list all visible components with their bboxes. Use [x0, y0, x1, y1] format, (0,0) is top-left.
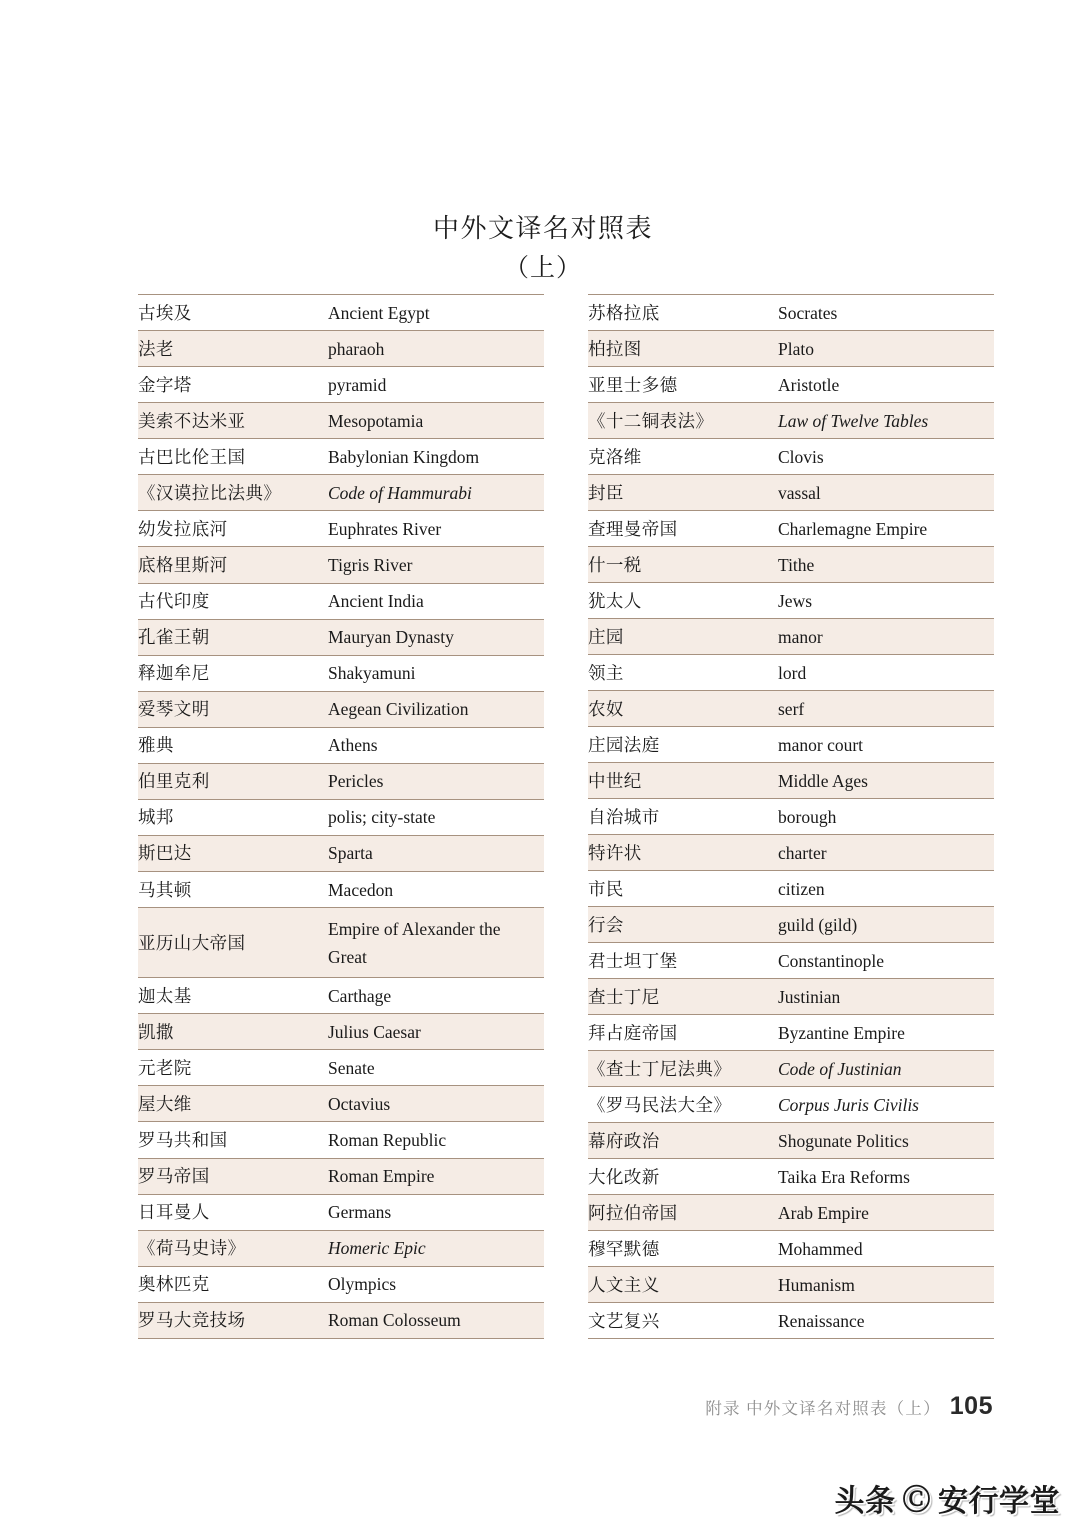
term-translation: Mohammed [778, 1231, 994, 1267]
term-chinese: 《十二铜表法》 [588, 403, 778, 439]
table-row [138, 1086, 544, 1122]
table-row [138, 691, 544, 727]
term-chinese: 拜占庭帝国 [588, 1015, 778, 1051]
term-translation: manor court [778, 727, 994, 763]
term-chinese: 查士丁尼 [588, 979, 778, 1015]
term-chinese: 古代印度 [138, 583, 328, 619]
term-translation [328, 908, 544, 978]
left-table-body [138, 295, 544, 1339]
table-row [588, 1015, 994, 1051]
term-translation: Code of Hammurabi [328, 475, 544, 511]
term-chinese: 爱琴文明 [138, 691, 328, 727]
term-chinese: 底格里斯河 [138, 547, 328, 583]
table-row [588, 799, 994, 835]
term-chinese: 苏格拉底 [588, 295, 778, 331]
term-chinese: 市民 [588, 871, 778, 907]
table-row [138, 1266, 544, 1302]
table-row [138, 1194, 544, 1230]
term-chinese: 雅典 [138, 727, 328, 763]
term-chinese: 行会 [588, 907, 778, 943]
term-translation: pyramid [328, 367, 544, 403]
term-chinese: 农奴 [588, 691, 778, 727]
table-row [138, 1014, 544, 1050]
term-translation: citizen [778, 871, 994, 907]
term-chinese: 庄园 [588, 619, 778, 655]
table-row [588, 907, 994, 943]
term-translation: Humanism [778, 1267, 994, 1303]
table-row [588, 475, 994, 511]
term-translation: manor [778, 619, 994, 655]
term-translation: Olympics [328, 1266, 544, 1302]
term-translation: vassal [778, 475, 994, 511]
term-translation: Senate [328, 1050, 544, 1086]
term-translation: Charlemagne Empire [778, 511, 994, 547]
term-chinese: 封臣 [588, 475, 778, 511]
glossary-tables [138, 294, 994, 1339]
term-chinese: 斯巴达 [138, 835, 328, 871]
table-row [138, 619, 544, 655]
table-row [588, 511, 994, 547]
table-row [588, 295, 994, 331]
table-row [588, 691, 994, 727]
table-row [138, 367, 544, 403]
term-chinese: 亚里士多德 [588, 367, 778, 403]
table-row [138, 763, 544, 799]
term-chinese: 凯撒 [138, 1014, 328, 1050]
term-chinese: 古巴比伦王国 [138, 439, 328, 475]
table-row [138, 835, 544, 871]
term-translation: Sparta [328, 835, 544, 871]
term-translation: Carthage [328, 978, 544, 1014]
term-translation: Corpus Juris Civilis [778, 1087, 994, 1123]
term-translation: Byzantine Empire [778, 1015, 994, 1051]
table-row [588, 979, 994, 1015]
term-translation: Babylonian Kingdom [328, 439, 544, 475]
term-translation: Law of Twelve Tables [778, 403, 994, 439]
table-row [138, 439, 544, 475]
term-chinese: 城邦 [138, 799, 328, 835]
term-translation: Octavius [328, 1086, 544, 1122]
term-chinese: 幕府政治 [588, 1123, 778, 1159]
table-row [588, 1303, 994, 1339]
term-chinese: 特许状 [588, 835, 778, 871]
table-row [138, 1302, 544, 1338]
term-chinese: 穆罕默德 [588, 1231, 778, 1267]
table-row [138, 475, 544, 511]
table-row [588, 727, 994, 763]
table-row [138, 1050, 544, 1086]
term-chinese: 《汉谟拉比法典》 [138, 475, 328, 511]
term-chinese: 亚历山大帝国 [138, 908, 328, 978]
term-translation: Julius Caesar [328, 1014, 544, 1050]
term-translation: Renaissance [778, 1303, 994, 1339]
table-row [138, 872, 544, 908]
term-chinese: 幼发拉底河 [138, 511, 328, 547]
table-row [588, 1123, 994, 1159]
term-chinese: 伯里克利 [138, 763, 328, 799]
term-translation: Aristotle [778, 367, 994, 403]
term-chinese: 人文主义 [588, 1267, 778, 1303]
term-chinese: 文艺复兴 [588, 1303, 778, 1339]
table-row [588, 367, 994, 403]
term-chinese: 柏拉图 [588, 331, 778, 367]
term-chinese: 《查士丁尼法典》 [588, 1051, 778, 1087]
table-row [588, 1231, 994, 1267]
table-row [138, 1122, 544, 1158]
term-chinese: 犹太人 [588, 583, 778, 619]
table-row [588, 547, 994, 583]
term-chinese: 迦太基 [138, 978, 328, 1014]
page-number: 105 [949, 1392, 993, 1420]
term-chinese: 金字塔 [138, 367, 328, 403]
table-row [588, 1159, 994, 1195]
table-row [588, 331, 994, 367]
watermark-brand: 头条 [834, 1485, 896, 1518]
term-translation: Middle Ages [778, 763, 994, 799]
table-row [588, 871, 994, 907]
term-translation: serf [778, 691, 994, 727]
term-translation: Tigris River [328, 547, 544, 583]
term-translation: Roman Colosseum [328, 1302, 544, 1338]
page-subtitle: （上） [503, 255, 582, 282]
table-row [588, 943, 994, 979]
term-translation: Justinian [778, 979, 994, 1015]
term-translation: charter [778, 835, 994, 871]
term-translation: Homeric Epic [328, 1230, 544, 1266]
table-row [588, 1195, 994, 1231]
table-row [588, 1267, 994, 1303]
watermark-at-sign: Ⓒ [902, 1484, 931, 1515]
table-row [138, 331, 544, 367]
term-chinese: 释迦牟尼 [138, 655, 328, 691]
term-translation: Shakyamuni [328, 655, 544, 691]
table-row [588, 619, 994, 655]
term-chinese: 查理曼帝国 [588, 511, 778, 547]
table-row [588, 1087, 994, 1123]
term-translation: Pericles [328, 763, 544, 799]
term-translation: Athens [328, 727, 544, 763]
term-translation: Aegean Civilization [328, 691, 544, 727]
term-chinese: 马其顿 [138, 872, 328, 908]
term-translation: polis; city-state [328, 799, 544, 835]
term-translation: Euphrates River [328, 511, 544, 547]
term-translation: Macedon [328, 872, 544, 908]
term-chinese: 古埃及 [138, 295, 328, 331]
table-row [588, 403, 994, 439]
table-row [138, 295, 544, 331]
term-chinese: 《罗马民法大全》 [588, 1087, 778, 1123]
term-chinese: 屋大维 [138, 1086, 328, 1122]
table-row [588, 763, 994, 799]
term-translation: Code of Justinian [778, 1051, 994, 1087]
title-block [0, 212, 1086, 286]
term-chinese: 奥林匹克 [138, 1266, 328, 1302]
term-translation: Socrates [778, 295, 994, 331]
table-row [138, 908, 544, 978]
term-chinese: 罗马帝国 [138, 1158, 328, 1194]
term-chinese: 庄园法庭 [588, 727, 778, 763]
page-footer [705, 1392, 993, 1421]
table-row [138, 583, 544, 619]
term-chinese: 孔雀王朝 [138, 619, 328, 655]
term-chinese: 罗马大竞技场 [138, 1302, 328, 1338]
table-row [138, 511, 544, 547]
watermark-account: 安行学堂 [938, 1485, 1060, 1518]
term-chinese: 阿拉伯帝国 [588, 1195, 778, 1231]
table-row [588, 439, 994, 475]
term-chinese: 中世纪 [588, 763, 778, 799]
term-translation-line: Great [328, 946, 367, 967]
page-title: 中外文译名对照表 [432, 214, 653, 243]
term-chinese: 罗马共和国 [138, 1122, 328, 1158]
term-chinese: 什一税 [588, 547, 778, 583]
term-chinese: 法老 [138, 331, 328, 367]
term-chinese: 元老院 [138, 1050, 328, 1086]
term-translation: borough [778, 799, 994, 835]
term-translation: lord [778, 655, 994, 691]
term-chinese: 日耳曼人 [138, 1194, 328, 1230]
term-chinese: 《荷马史诗》 [138, 1230, 328, 1266]
term-translation: Mauryan Dynasty [328, 619, 544, 655]
table-row [588, 1051, 994, 1087]
term-translation: Germans [328, 1194, 544, 1230]
table-row [588, 655, 994, 691]
term-translation: Tithe [778, 547, 994, 583]
table-row [138, 978, 544, 1014]
footer-caption: 附录 中外文译名对照表（上） [705, 1399, 941, 1418]
term-translation-line: Empire of Alexander the [328, 918, 501, 939]
term-translation: Ancient India [328, 583, 544, 619]
term-translation: Roman Empire [328, 1158, 544, 1194]
term-chinese: 自治城市 [588, 799, 778, 835]
term-translation: Plato [778, 331, 994, 367]
term-chinese: 大化改新 [588, 1159, 778, 1195]
term-translation: Ancient Egypt [328, 295, 544, 331]
table-row [138, 1230, 544, 1266]
term-chinese: 君士坦丁堡 [588, 943, 778, 979]
table-row [588, 583, 994, 619]
term-chinese: 领主 [588, 655, 778, 691]
term-translation: Constantinople [778, 943, 994, 979]
term-chinese: 美索不达米亚 [138, 403, 328, 439]
table-row [138, 727, 544, 763]
term-translation: Shogunate Politics [778, 1123, 994, 1159]
term-translation: Clovis [778, 439, 994, 475]
term-translation: Arab Empire [778, 1195, 994, 1231]
term-translation: Taika Era Reforms [778, 1159, 994, 1195]
term-chinese: 克洛维 [588, 439, 778, 475]
table-row [588, 835, 994, 871]
term-translation: guild (gild) [778, 907, 994, 943]
table-row [138, 547, 544, 583]
table-row [138, 799, 544, 835]
table-row [138, 655, 544, 691]
glossary-table-left [138, 294, 544, 1339]
glossary-table-right [588, 294, 994, 1339]
term-translation: Roman Republic [328, 1122, 544, 1158]
right-table-body [588, 295, 994, 1339]
table-row [138, 1158, 544, 1194]
term-translation: Jews [778, 583, 994, 619]
table-row [138, 403, 544, 439]
term-translation: Mesopotamia [328, 403, 544, 439]
term-translation: pharaoh [328, 331, 544, 367]
watermark [834, 1476, 1060, 1520]
